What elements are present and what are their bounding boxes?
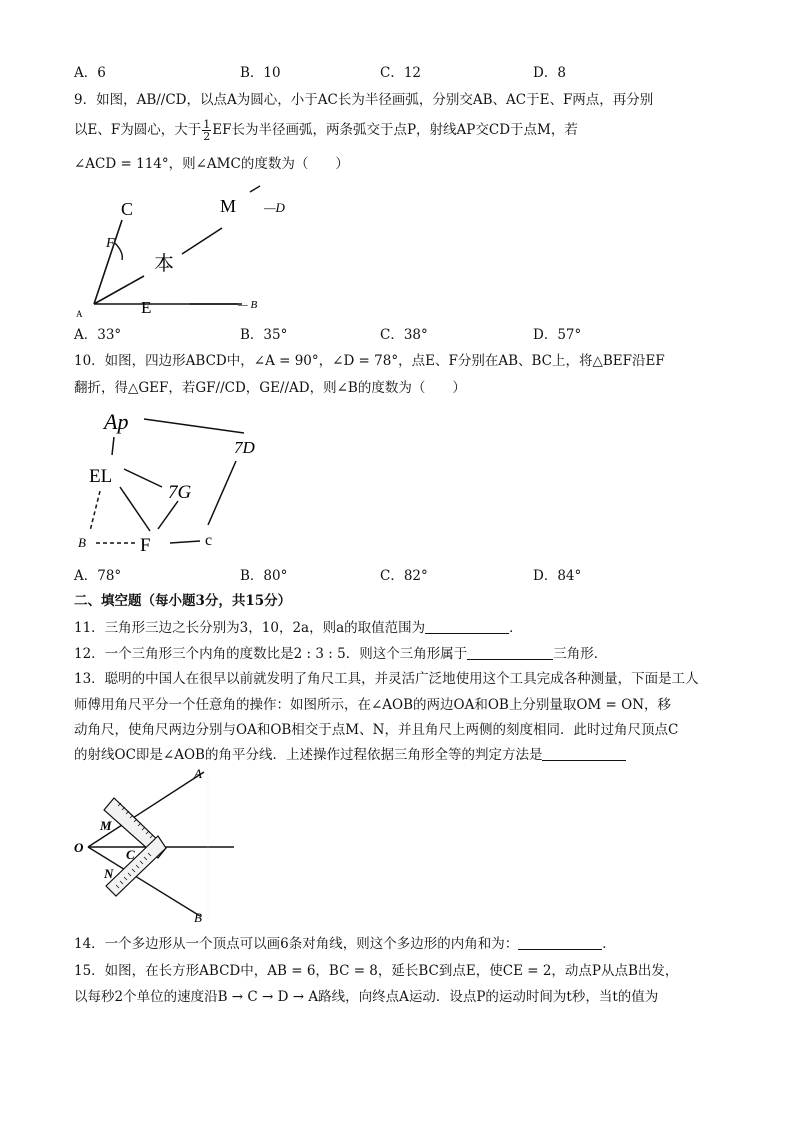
q9-line-2-pre: 以E、F为圆心，大于 <box>74 122 202 138</box>
q9-option-d: D．57° <box>533 327 582 343</box>
q12-answer-blank[interactable] <box>467 645 553 660</box>
q10-option-a: A．78° <box>74 568 122 584</box>
q11 <box>74 619 523 637</box>
q11-end: ． <box>509 620 523 636</box>
q8-option-a: A．6 <box>74 65 106 81</box>
q8-option-b: B．10 <box>240 65 281 81</box>
q9-line-3: ∠ACD = 114°，则∠AMC的度数为（ ） <box>74 156 349 172</box>
q10-label-d: 7D <box>234 438 255 457</box>
q14-answer-blank[interactable] <box>518 935 602 950</box>
q10-option-c: C．82° <box>380 568 428 584</box>
q13-line-2: 师傅用角尺平分一个任意角的操作：如图所示，在∠AOB的两边OA和OB上分别量取OM = ON，移 <box>74 697 672 713</box>
q12 <box>74 645 607 663</box>
q13-figure <box>72 766 242 930</box>
q15-line-1: 15．如图，在长方形ABCD中，AB = 6，BC = 8，延长BC到点E，使CE = 2，动点P从点B出发， <box>74 963 679 979</box>
q9-fraction <box>202 119 211 142</box>
q13-label-c: C <box>126 847 135 862</box>
q14-text: 14．一个多边形从一个顶点可以画6条对角线，则这个多边形的内角和为： <box>74 936 519 952</box>
q11-text: 11．三角形三边之长分别为3，10，2a，则a的取值范围为 <box>74 620 426 636</box>
q13-line-3: 动角尺，使角尺两边分别与OA和OB相交于点M、N，并且角尺上两侧的刻度相同．此时过角尺顶点C <box>74 722 679 738</box>
q9-label-e: E <box>141 298 152 317</box>
q10-label-c: c <box>205 532 213 549</box>
q9-label-m: M <box>220 196 237 216</box>
q13-label-b: B <box>194 910 202 925</box>
q13-label-m: M <box>100 818 112 833</box>
q9-label-f: F <box>106 236 115 251</box>
q13-answer-blank[interactable] <box>542 746 626 761</box>
q10-figure <box>74 405 274 565</box>
q9-label-b: — B <box>238 299 258 311</box>
q14-end: ． <box>602 936 616 952</box>
q10-label-b: B <box>78 535 86 550</box>
q10-label-g: 7G <box>168 482 192 503</box>
q13-line-1: 13．聪明的中国人在很早以前就发明了角尺工具，并灵活广泛地使用这个工具完成各种测量，下面是工人 <box>74 671 699 687</box>
q9-fraction-num: 1 <box>203 118 211 131</box>
q8-option-d: D．8 <box>533 65 566 81</box>
q10-line-2: 翻折，得△GEF，若GF//CD，GE//AD，则∠B的度数为（ ） <box>74 380 466 396</box>
q8-option-c: C．12 <box>380 65 422 81</box>
q9-line-2-post: EF长为半径画弧，两条弧交于点P，射线AP交CD于点M，若 <box>212 122 578 138</box>
q10-line-1: 10．如图，四边形ABCD中，∠A = 90°，∠D = 78°，点E、F分别在AB、BC上，将△BEF沿EF <box>74 353 665 369</box>
q9-line-2 <box>74 119 578 142</box>
q9-option-c: C．38° <box>380 327 428 343</box>
q10-option-b: B．80° <box>240 568 288 584</box>
q13-label-a: A <box>194 766 202 781</box>
q11-answer-blank[interactable] <box>425 619 509 634</box>
q9-label-a: A <box>76 309 83 319</box>
q15-line-2: 以每秒2个单位的速度沿B → C → D → A路线，向终点A运动．设点P的运动时间为t秒，当t的值为 <box>74 989 659 1005</box>
q9-option-b: B．35° <box>240 327 288 343</box>
q13-line-4-text: 的射线OC即是∠AOB的角平分线．上述操作过程依据三角形全等的判定方法是 <box>74 747 543 763</box>
q10-option-d: D．84° <box>533 568 582 584</box>
q10-label-a: Ap <box>104 409 129 434</box>
q10-label-e: EL <box>89 466 113 487</box>
q9-label-p: 本 <box>154 253 174 275</box>
q9-label-c: C <box>121 199 134 219</box>
q12-text: 12．一个三角形三个内角的度数比是2 : 3 : 5．则这个三角形属于 <box>74 646 468 662</box>
section-2-heading: 二、填空题（每小题3分，共15分） <box>74 593 292 609</box>
q9-line-1: 9．如图，AB//CD，以点A为圆心，小于AC长为半径画弧，分别交AB、AC于E、F两点，再分别 <box>74 92 654 108</box>
q9-figure <box>70 190 300 320</box>
q13-line-4 <box>74 746 626 764</box>
q10-label-f: F <box>140 535 151 556</box>
q14 <box>74 935 616 953</box>
q13-label-o: O <box>74 840 84 855</box>
q13-label-n: N <box>104 866 114 881</box>
q9-fraction-den: 2 <box>203 130 211 143</box>
q9-option-a: A．33° <box>74 327 122 343</box>
q9-label-d: —D <box>264 200 285 215</box>
q12-end: 三角形． <box>553 646 608 662</box>
